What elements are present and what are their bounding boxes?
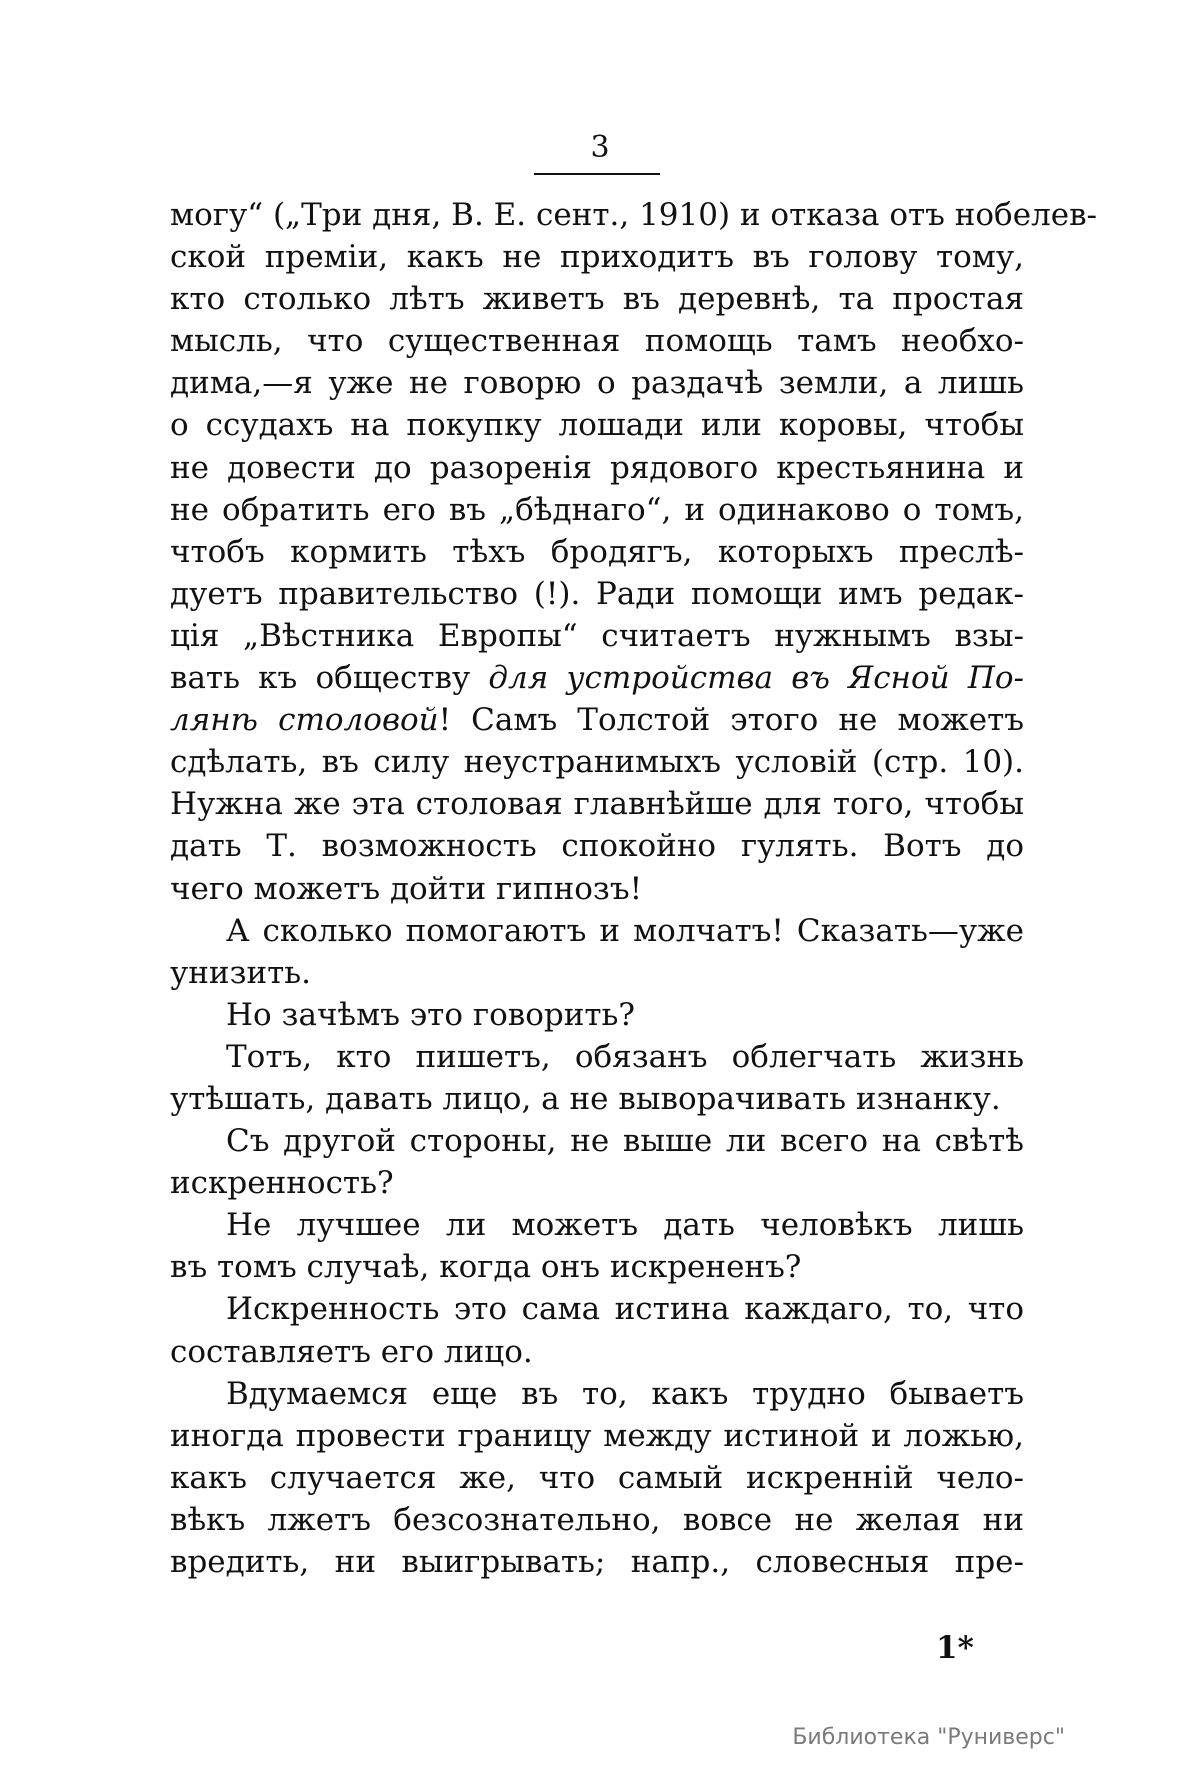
text-line: о ссудахъ на покупку лошади или коровы, чтобы (170, 407, 1024, 444)
signature-mark: 1* (936, 1630, 974, 1666)
text-line: мысль, что существенная помощь тамъ необхо- (170, 323, 1024, 360)
text-line: не довести до разоренiя рядового крестьянина и (170, 449, 1024, 486)
text-line: Не лучшее ли можетъ дать человѣкъ лишь (226, 1207, 1024, 1244)
text-line (170, 657, 1024, 699)
italic-span: для устройства въ Ясной По- (488, 660, 1024, 697)
text-line: дима,—я уже не говорю о раздачѣ земли, а лишь (170, 365, 1024, 402)
page-number: 3 (590, 130, 610, 165)
text-line: унизить. (170, 954, 312, 991)
text-line: составляетъ его лицо. (170, 1333, 533, 1370)
watermark: Библиотека "Руниверс" (792, 1725, 1065, 1750)
text-line: въ томъ случаѣ, когда онъ искрененъ? (170, 1249, 802, 1286)
header-rule (534, 173, 660, 175)
text-span: ! Самъ Толстой этого не можетъ (438, 702, 1024, 739)
text-line: дать Т. возможность спокойно гулять. Вотъ до (170, 828, 1024, 865)
text-line: дуетъ правительство (!). Ради помощи имъ редак- (170, 575, 1024, 612)
text-line: не обратить его въ „бѣднаго“, и одинаково о томъ, (170, 491, 1024, 528)
text-line: Съ другой стороны, не выше ли всего на свѣтѣ (226, 1123, 1024, 1160)
text-line: Вдумаемся еще въ то, какъ трудно бываетъ (226, 1375, 1024, 1412)
text-line (170, 699, 1024, 741)
text-line: вредить, ни выигрывать; напр., словесныя пре- (170, 1544, 1024, 1580)
text-line: А сколько помогаютъ и молчатъ! Сказать—уже (226, 912, 1024, 949)
text-line: Тотъ, кто пишетъ, обязанъ облегчать жизнь (226, 1038, 1024, 1075)
text-line: искренность? (170, 1165, 394, 1202)
text-line: ской премiи, какъ не приходитъ въ голову тому, (170, 239, 1024, 276)
text-line: чего можетъ дойти гипнозъ! (170, 870, 643, 907)
text-line: какъ случается же, что самый искреннiй чело- (170, 1459, 1024, 1496)
text-line: сдѣлать, въ силу неустранимыхъ условiй (стр. 10). (170, 744, 1024, 781)
text-line: Но зачѣмъ это говорить? (226, 996, 636, 1033)
text-line: могу“ („Три дня, В. Е. сент., 1910) и отказа отъ нобелев- (170, 197, 1098, 233)
text-line: чтобъ кормить тѣхъ бродягъ, которыхъ преслѣ- (170, 533, 1024, 570)
text-span: вать къ обществу (170, 660, 489, 697)
text-line: Нужна же эта столовая главнѣйше для того, чтобы (170, 786, 1024, 823)
text-line: кто столько лѣтъ живетъ въ деревнѣ, та простая (170, 281, 1024, 318)
text-line: утѣшать, давать лицо, а не выворачивать изнанку. (170, 1080, 1001, 1117)
italic-span: лянѣ столовой (170, 702, 439, 739)
text-line: иногда провести границу между истиной и ложью, (170, 1417, 1024, 1454)
text-line: Искренность это сама истина каждаго, то, что (226, 1291, 1024, 1328)
text-line: вѣкъ лжетъ безсознательно, вовсе не желая ни (170, 1501, 1024, 1538)
text-line: цiя „Вѣстника Европы“ считаетъ нужнымъ взы- (170, 617, 1024, 654)
body-text (170, 194, 1098, 1583)
